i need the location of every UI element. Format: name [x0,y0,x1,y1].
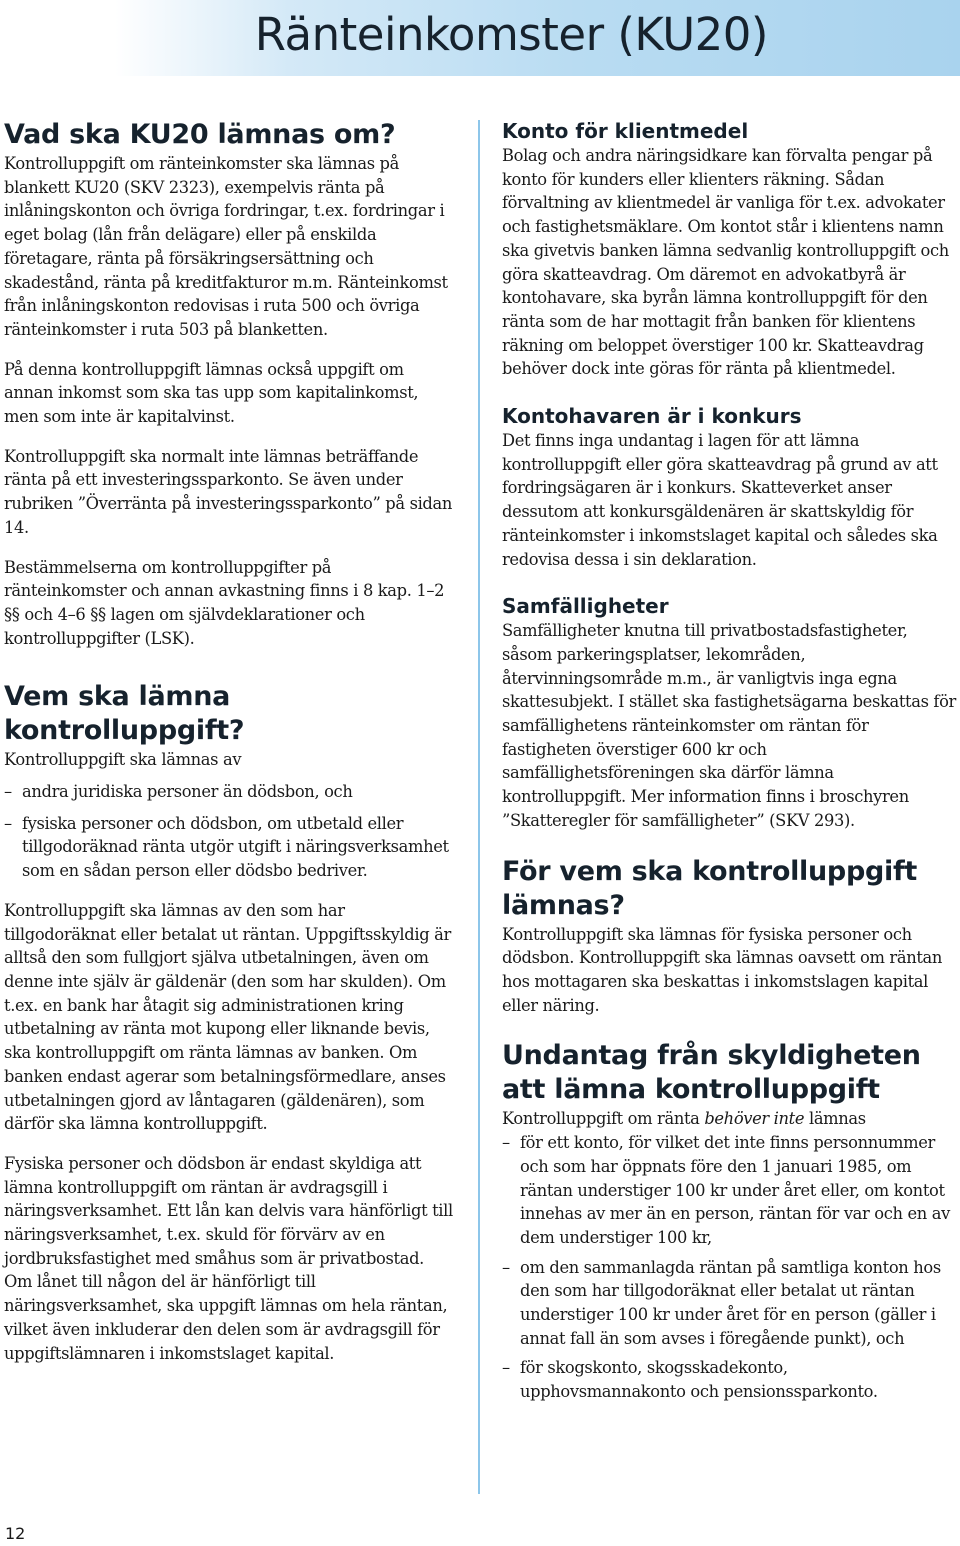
heading-vad-ska-ku20: Vad ska KU20 lämnas om? [4,119,396,150]
heading-vem-ska-lamna: Vem ska lämna kontrolluppgift? [4,681,245,747]
list-item: – om den sammanlagda räntan på samtliga konton hos den som har tillgodoräknat eller betalat ut räntan understiger 100 kr under året för en person (gäller i annat fall än som avses i föregående punkt), och [502,1256,957,1351]
text-span: Kontrolluppgift om ränta [502,1109,705,1129]
paragraph: Bestämmelserna om kontrolluppgifter på ränteinkomster och annan avkastning finns i 8 kap. 1–2 §§ och 4–6 §§ lagen om självdeklarationer och kontrolluppgifter (LSK). [4,557,445,648]
heading-konto-for-klientmedel: Konto för klientmedel [502,119,749,143]
emphasis: behöver inte [704,1109,805,1129]
paragraph: Kontrolluppgift ska lämnas av den som har tillgodoräknat eller betalat ut räntan. Uppgiftsskyldig är alltså den som fullgjort själva utbetalningen, även om denne inte själv är gäldenär (den som har skulden). Om t.ex. en bank har åtagit sig administrationen kring utbetalning av ränta mot kupong eller liknande bevis, ska kontrolluppgift om ränta lämnas av banken. Om banken endast agerar som betalningsförmedlare, anses utbetalningen gjord av låntagaren (gäldenären), som därför ska lämna kontrolluppgift. [4,900,451,1134]
exception-list [502,1131,957,1404]
title-banner [0,0,960,76]
heading-kontohavaren-konkurs: Kontohavaren är i konkurs [502,404,802,429]
page-title: Ränteinkomster (KU20) [254,8,768,61]
paragraph: Samfälligheter knutna till privatbostadsfastigheter, såsom parkeringsplatser, lekområden, återvinningsområde m.m., är vanligtvis inga egna skattesubjekt. I stället ska fastighetsägarna beskattas för samfällighetens ränteinkomster om räntan för fastigheten överstiger 600 kr och samfällighetsföreningen ska därför lämna kontrolluppgift. Mer information finns i broschyren ”Skatteregler för samfälligheter” (SKV 293). [502,621,956,830]
paragraph: Kontrolluppgift om ränteinkomster ska lämnas på blankett KU20 (SKV 2323), exempelvis ränta på inlåningskonton och övriga fordringar, t.ex. fordringar i eget bolag (lån från delägare) eller på enskilda företagare, ränta på försäkringsersättning och skadestånd, ränta på kreditfakturor m.m. Ränteinkomst från inlåningskonton redovisas i ruta 500 och övriga ränteinkomster i ruta 503 på blanketten. [4,154,448,339]
paragraph: Bolag och andra näringsidkare kan förvalta pengar på konto för kunders eller klienters räkning. Sådan förvaltning av klientmedel är vanliga för t.ex. advokater och fastighetsmäklare. Om kontot står i klientens namn ska givetvis banken lämna sedvanlig kontrolluppgift och göra skatteavdrag. Om däremot en advokatbyrå är kontohavare, ska byrån lämna kontrolluppgift för den ränta som de har mottagit från banken för klientens räkning om beloppet överstiger 100 kr. Skatteavdrag behöver dock inte göras för ränta på klientmedel. [502,146,949,379]
paragraph: Fysiska personer och dödsbon är endast skyldiga att lämna kontrolluppgift om räntan är avdragsgill i näringsverksamhet. Ett lån kan delvis vara hänförligt till näringsverksamhet, t.ex. skuld för förvärv av en jordbruksfastighet med småhus som är privatbostad. Om lånet till någon del är hänförligt till näringsverksamhet, ska uppgift lämnas om hela räntan, vilket även inkluderar den delen som är avdragsgill för uppgiftslämnaren i inkomstslaget kapital. [4,1153,453,1363]
column-divider [478,120,480,1494]
list-item: – för ett konto, för vilket det inte finns personnummer och som har öppnats före den 1 januari 1985, om räntan understiger 100 kr under året eller, om kontot innehas av mer än en person, räntan för var och en av dem understiger 100 kr, [502,1131,957,1250]
list-item: – fysiska personer och dödsbon, om utbetald eller tillgodoräknad ränta utgör utgift i näringsverksamhet som en sådan person eller dödsbo bedriver. [4,812,456,883]
paragraph: Kontrolluppgift ska lämnas av [4,750,242,770]
left-column [4,118,456,1365]
page-number: 12 [5,1524,26,1543]
heading-samfalligheter: Samfälligheter [502,594,669,619]
paragraph: På denna kontrolluppgift lämnas också uppgift om annan inkomst som ska tas upp som kapitalinkomst, men som inte är kapitalvinst. [4,359,419,427]
heading-undantag: Undantag från skyldigheten att lämna kontrolluppgift [502,1040,921,1106]
paragraph: Kontrolluppgift ska normalt inte lämnas beträffande ränta på ett investeringssparkonto. Se även under rubriken ”Överränta på investeringssparkonto” på sidan 14. [4,446,452,537]
text-span: lämnas [804,1109,866,1129]
paragraph: Det finns inga undantag i lagen för att lämna kontrolluppgift eller göra skatteavdrag på grund av att fordringsägaren är i konkurs. Skatteverket anser dessutom att konkursgäldenären är skattskyldig för ränteinkomster i inkomstslaget kapital och således ska redovisa dessa i sin deklaration. [502,431,938,569]
paragraph: Kontrolluppgift ska lämnas för fysiska personer och dödsbon. Kontrolluppgift ska lämnas oavsett om räntan hos mottagaren ska beskattas i inkomstslagen kapital eller näring. [502,924,943,1015]
list-item: – för skogskonto, skogsskadekonto, upphovsmannakonto och pensionssparkonto. [502,1356,957,1403]
who-list [4,780,456,883]
paragraph [502,1107,957,1131]
list-item: – andra juridiska personer än dödsbon, och [4,780,456,804]
right-column [502,118,957,1404]
heading-for-vem: För vem ska kontrolluppgift lämnas? [502,855,918,921]
